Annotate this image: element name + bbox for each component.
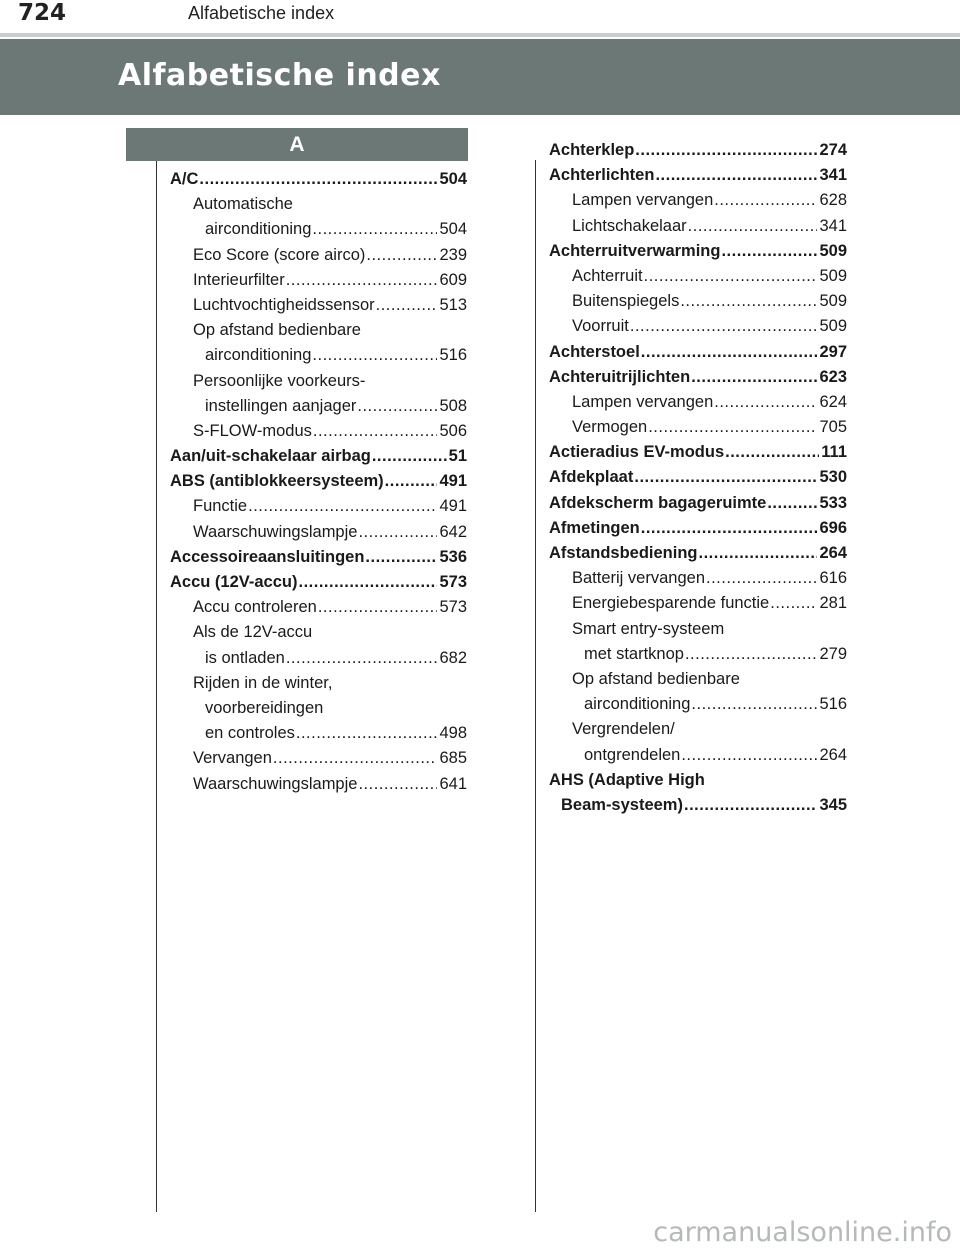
index-entry [170, 419, 467, 444]
index-entry [549, 289, 847, 314]
index-entry [549, 214, 847, 239]
index-entry [170, 646, 467, 671]
index-entry [549, 667, 847, 692]
index-entry [549, 591, 847, 616]
index-entry [549, 642, 847, 667]
index-entry-label: Vervangen [193, 749, 272, 768]
dot-leader [385, 469, 438, 494]
title-band [0, 39, 960, 115]
index-entry [170, 217, 467, 242]
index-entry [170, 545, 467, 570]
header-section-title: Alfabetische index [188, 3, 335, 23]
page-title: Alfabetische index [118, 58, 441, 93]
index-entry-page[interactable]: 533 [819, 493, 847, 512]
index-entry-page[interactable]: 491 [439, 497, 467, 516]
dot-leader [286, 646, 438, 671]
index-entry-page[interactable]: 573 [439, 573, 467, 591]
index-column-right [549, 138, 847, 818]
index-entry-label: ABS (antiblokkeersysteem) [170, 472, 384, 491]
index-entry [549, 340, 847, 365]
index-entry-page[interactable]: 642 [439, 522, 467, 541]
index-entry [170, 721, 467, 746]
index-entry [170, 595, 467, 620]
letter-heading: A [126, 128, 468, 161]
index-entry-label: S-FLOW-modus [193, 421, 312, 440]
index-entry-label: airconditioning [205, 220, 312, 239]
index-entry-page[interactable]: 628 [819, 191, 847, 210]
index-entry-label: Accessoireaansluitingen [170, 547, 365, 566]
index-entry-page[interactable]: 297 [819, 342, 847, 361]
dot-leader [699, 541, 818, 566]
index-entry-page[interactable]: 508 [439, 396, 467, 415]
index-entry [549, 717, 847, 742]
index-entry-label: Functie [193, 497, 248, 516]
dot-leader [286, 268, 438, 293]
index-entry-page[interactable]: 509 [819, 292, 847, 311]
dot-leader [714, 188, 817, 213]
index-entry [549, 415, 847, 440]
dot-leader [298, 570, 437, 595]
dot-leader [721, 239, 817, 264]
dot-leader [248, 494, 437, 519]
dot-leader [358, 772, 437, 797]
index-entry [549, 465, 847, 490]
index-entry-page[interactable]: 504 [439, 220, 467, 239]
index-entry-page[interactable]: 513 [439, 295, 467, 314]
index-entry-page[interactable]: 491 [439, 472, 467, 491]
index-entry-label: Afmetingen [549, 518, 640, 537]
index-entry-label: Achterruit [572, 266, 643, 285]
index-entry [170, 318, 467, 343]
dot-leader [644, 264, 818, 289]
dot-leader [706, 566, 817, 591]
index-entry-page[interactable]: 264 [819, 544, 847, 562]
index-entry-label: airconditioning [205, 346, 312, 365]
index-entry-page[interactable]: 685 [439, 749, 467, 768]
index-entry-label: Accu (12V-accu) [170, 573, 298, 591]
index-entry-page[interactable]: 616 [819, 569, 847, 588]
index-entry [549, 743, 847, 768]
index-entry-label: is ontladen [205, 648, 285, 667]
index-entry-page[interactable]: 509 [819, 317, 847, 336]
index-entry-label: Accu controleren [193, 598, 317, 617]
dot-leader [313, 419, 438, 444]
dot-leader [312, 343, 437, 368]
index-entry-label: Interieurfilter [193, 270, 285, 289]
index-entry-label: Lampen vervangen [572, 392, 714, 411]
dot-leader [312, 217, 437, 242]
index-entry-label: Op afstand bedienbare [193, 321, 361, 340]
index-entry-page[interactable]: 624 [819, 392, 847, 411]
index-entry [170, 520, 467, 545]
index-entry [549, 314, 847, 339]
index-entry-page[interactable]: 509 [819, 241, 847, 260]
index-entry [170, 293, 467, 318]
dot-leader [681, 743, 817, 768]
index-entry-label: Afdekscherm bagageruimte [549, 493, 767, 512]
index-entry-page[interactable]: 536 [439, 547, 467, 566]
index-entry-page[interactable]: 341 [819, 166, 847, 185]
dot-leader [655, 163, 817, 188]
index-entry-label: Waarschuwingslampje [193, 522, 358, 541]
index-entry [549, 264, 847, 289]
index-entry-page[interactable]: 341 [819, 216, 847, 235]
index-entry-page[interactable]: 696 [819, 518, 847, 537]
index-entry [549, 516, 847, 541]
index-entry-label: Rijden in de winter, [193, 673, 333, 692]
index-entry [170, 671, 467, 696]
index-entry-page[interactable]: 274 [819, 141, 847, 159]
dot-leader [685, 642, 818, 667]
index-entry-page[interactable]: 609 [439, 270, 467, 289]
index-entry-page[interactable]: 279 [819, 644, 847, 663]
index-entry-label: Voorruit [572, 317, 629, 336]
index-entry-label: Beam-systeem) [561, 795, 683, 814]
dot-leader [273, 746, 438, 771]
index-entry-page[interactable]: 705 [819, 418, 847, 437]
index-entry [549, 541, 847, 566]
dot-leader [680, 289, 817, 314]
index-entry [549, 163, 847, 188]
dot-leader [296, 721, 438, 746]
index-entry-label: Als de 12V-accu [193, 623, 313, 642]
index-entry [549, 491, 847, 516]
index-entry [549, 440, 847, 465]
index-entry [549, 390, 847, 415]
index-entry [170, 696, 467, 721]
index-entry [170, 369, 467, 394]
index-entry-label: met startknop [584, 644, 684, 663]
index-entry [549, 617, 847, 642]
index-entry [170, 772, 467, 797]
index-entry-page[interactable]: 51 [448, 447, 467, 466]
page-number: 724 [18, 0, 67, 26]
dot-leader [634, 465, 817, 490]
index-entry [170, 167, 467, 192]
dot-leader [691, 692, 817, 717]
index-entry-page[interactable]: 504 [439, 170, 467, 188]
index-entry [170, 570, 467, 595]
dot-leader [635, 138, 817, 163]
index-entry-label: Vergrendelen/ [572, 720, 675, 739]
index-entry [549, 138, 847, 163]
dot-leader [366, 243, 437, 268]
index-entry-label: Op afstand bedienbare [572, 669, 740, 688]
index-entry-page[interactable]: 516 [439, 346, 467, 365]
index-entry-page[interactable]: 498 [439, 724, 467, 743]
dot-leader [725, 440, 819, 465]
index-entry-label: AHS (Adaptive High [549, 770, 705, 789]
index-entry-label: Luchtvochtigheidssensor [193, 295, 375, 314]
dot-leader [318, 595, 438, 620]
index-entry [549, 188, 847, 213]
index-entry [170, 268, 467, 293]
page-header [0, 0, 960, 32]
dot-leader [691, 365, 817, 390]
column-divider-right [535, 160, 536, 1212]
index-entry [549, 692, 847, 717]
dot-leader [365, 545, 437, 570]
index-entry-label: Vermogen [572, 418, 648, 437]
index-entry-label: Achterstoel [549, 342, 640, 361]
dot-leader [641, 340, 818, 365]
index-entry [170, 243, 467, 268]
index-entry-label: Energiebesparende functie [572, 594, 770, 613]
index-entry-page[interactable]: 509 [819, 266, 847, 285]
index-entry [170, 620, 467, 645]
dot-leader [641, 516, 818, 541]
index-entry [170, 343, 467, 368]
dot-leader [648, 415, 817, 440]
dot-leader [770, 591, 817, 616]
index-entry-label: Aan/uit-schakelaar airbag [170, 447, 371, 466]
index-entry-page[interactable]: 516 [819, 695, 847, 714]
index-entry-label: Waarschuwingslampje [193, 774, 358, 793]
index-entry [549, 566, 847, 591]
index-entry-label: en controles [205, 724, 295, 743]
dot-leader [630, 314, 818, 339]
dot-leader [357, 394, 437, 419]
index-entry-label: Afdekplaat [549, 468, 634, 487]
index-entry [549, 365, 847, 390]
dot-leader [199, 167, 437, 192]
index-entry-label: Batterij vervangen [572, 569, 705, 588]
index-entry-label: Persoonlijke voorkeurs- [193, 371, 366, 390]
index-entry [170, 469, 467, 494]
index-entry [170, 192, 467, 217]
index-entry-page[interactable]: 264 [819, 745, 847, 764]
dot-leader [688, 214, 818, 239]
dot-leader [684, 793, 817, 818]
dot-leader [358, 520, 437, 545]
index-entry-page[interactable]: 111 [821, 443, 847, 462]
dot-leader [376, 293, 438, 318]
index-entry-label: ontgrendelen [584, 745, 681, 764]
header-rule [0, 33, 960, 37]
index-entry-page[interactable]: 506 [439, 421, 467, 440]
index-entry-label: Achteruitrijlichten [549, 367, 691, 386]
index-entry-page[interactable]: 682 [439, 648, 467, 667]
index-entry-label: Automatische [193, 195, 293, 214]
index-entry-label: Eco Score (score airco) [193, 245, 366, 264]
index-entry-page[interactable]: 641 [439, 774, 467, 793]
index-entry-page[interactable]: 623 [819, 367, 847, 386]
index-entry-label: voorbereidingen [205, 698, 324, 717]
index-entry-page[interactable]: 345 [819, 795, 847, 814]
index-entry [170, 494, 467, 519]
index-entry [170, 394, 467, 419]
index-entry-page[interactable]: 281 [819, 594, 847, 613]
index-entry-label: Achterlichten [549, 166, 655, 185]
index-entry-label: Achterruitverwarming [549, 241, 721, 260]
index-entry [170, 444, 467, 469]
index-entry [170, 746, 467, 771]
index-entry [549, 768, 847, 793]
index-entry-label: Actieradius EV-modus [549, 443, 725, 462]
index-entry-label: Lichtschakelaar [572, 216, 687, 235]
dot-leader [767, 491, 817, 516]
index-entry [549, 793, 847, 818]
index-entry [549, 239, 847, 264]
index-entry-label: Smart entry-systeem [572, 619, 725, 638]
index-entry-label: Afstandsbediening [549, 544, 698, 562]
index-entry-label: A/C [170, 170, 199, 188]
dot-leader [714, 390, 817, 415]
index-entry-label: instellingen aanjager [205, 396, 357, 415]
index-entry-label: Lampen vervangen [572, 191, 714, 210]
index-entry-label: Buitenspiegels [572, 292, 680, 311]
index-entry-page[interactable]: 573 [439, 598, 467, 617]
index-entry-label: airconditioning [584, 695, 691, 714]
watermark: carmanualsonline.info [653, 1217, 952, 1248]
dot-leader [372, 444, 447, 469]
index-entry-page[interactable]: 239 [439, 245, 467, 264]
index-entry-page[interactable]: 530 [819, 468, 847, 487]
column-divider-left [156, 160, 157, 1212]
index-column-left [170, 167, 467, 797]
index-entry-label: Achterklep [549, 141, 635, 159]
